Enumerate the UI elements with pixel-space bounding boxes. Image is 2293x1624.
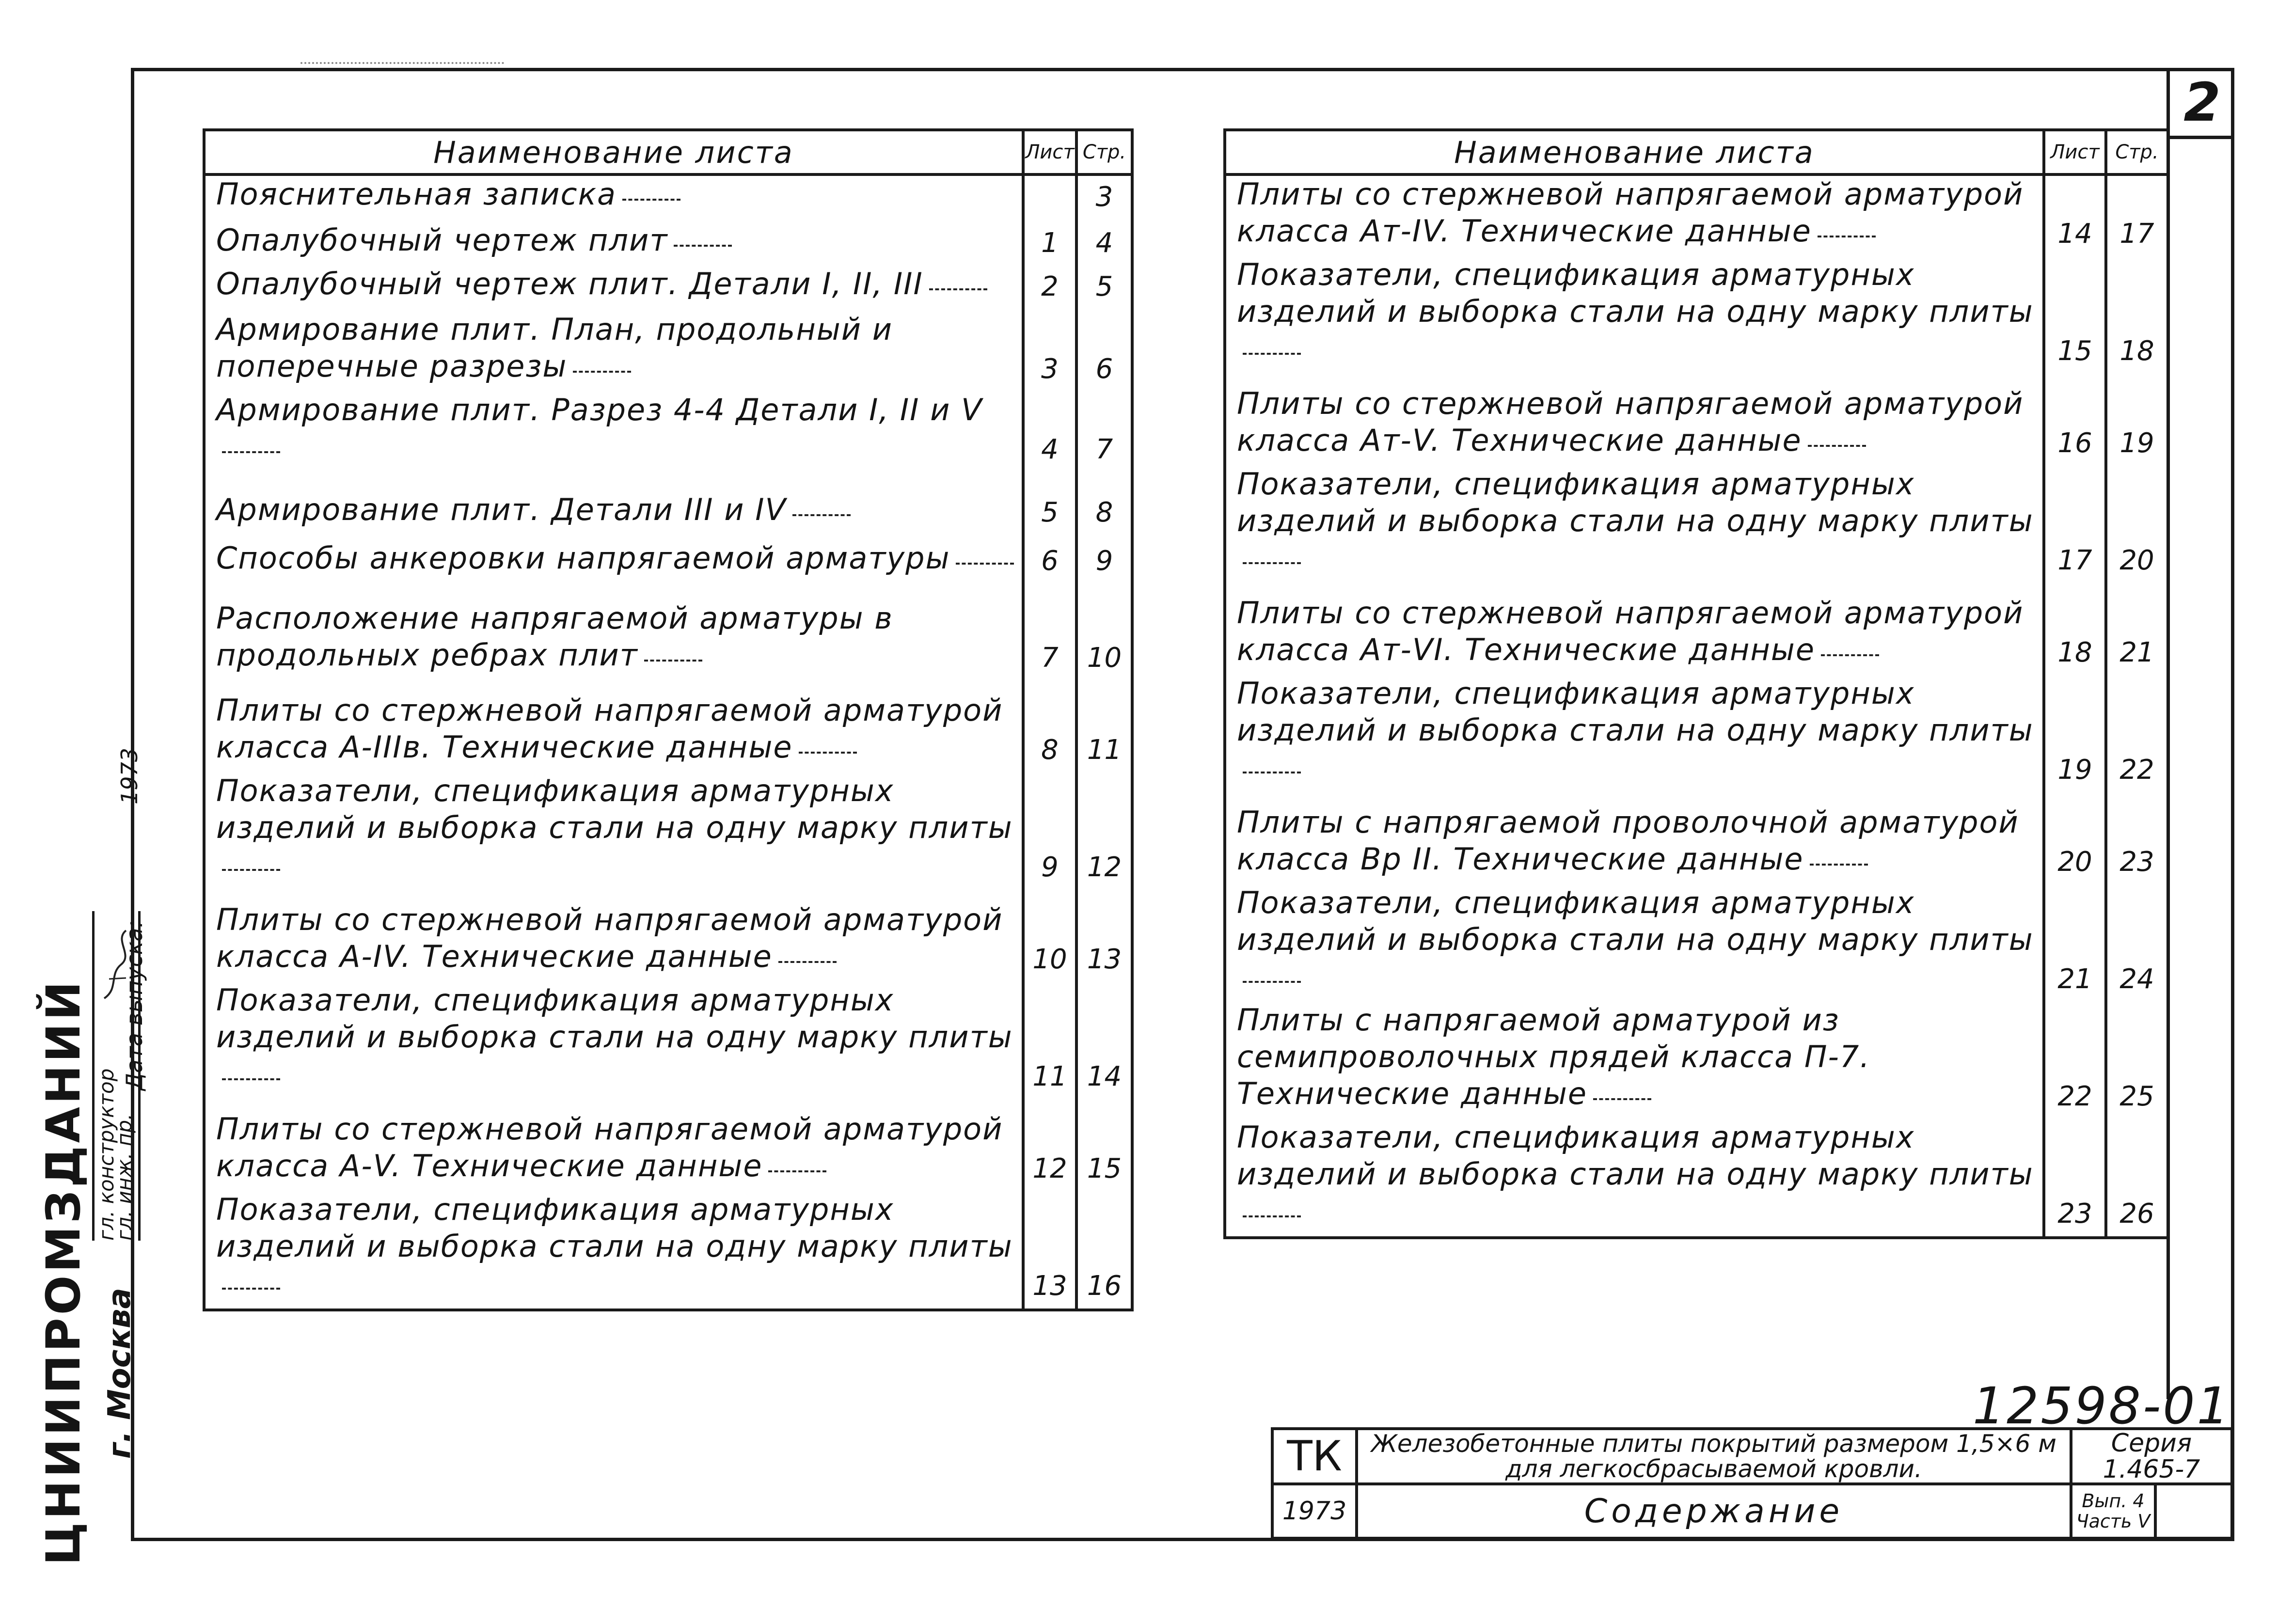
title-line-1: Железобетонные плиты покрытий размером 1,5×6 м: [1371, 1430, 2056, 1458]
table-row: [204, 220, 1132, 266]
sheet-title-cell: [1225, 884, 2044, 1002]
sheet-title-text: Плиты со стержневой напрягаемой арматурой класса Ат-VI. Технические данные: [1237, 595, 2024, 667]
year-cell: 1973: [1271, 1482, 1358, 1540]
sheet-title-cell: [204, 680, 1023, 773]
page-number-cell: 4: [1076, 220, 1132, 266]
table-row: [1225, 675, 2168, 792]
table-row: [204, 890, 1132, 982]
sheet-title-text: Плиты со стержневой напрягаемой арматурой класса Ат-IV. Технические данные: [1237, 176, 2024, 249]
sheet-title-cell: [1225, 1002, 2044, 1119]
sheet-title-text: Плиты со стержневой напрягаемой арматурой класса А-IV. Технические данные: [216, 902, 1003, 974]
title-line-2: для легкосбрасываемой кровли.: [1505, 1455, 1922, 1483]
page-number-cell: 9: [1076, 535, 1132, 583]
page-number-cell: 18: [2106, 256, 2168, 374]
sheet-title-text: Армирование плит. Разрез 4-4 Детали I, II и V: [216, 392, 983, 427]
table-row: [204, 535, 1132, 583]
sheet-number-cell: 4: [1023, 392, 1076, 472]
sheet-title-text: Пояснительная записка: [216, 176, 617, 212]
page-number-cell: 11: [1076, 680, 1132, 773]
sheet-number-cell: 17: [2044, 466, 2106, 583]
sheet-number-cell: 21: [2044, 884, 2106, 1002]
leader-dashes: [674, 245, 732, 247]
sheet-title-text: Показатели, спецификация арматурных изделий и выборка стали на одну марку плиты: [1237, 676, 2034, 748]
header-name: Наименование листа: [204, 130, 1023, 174]
header-sheet: Лист: [1023, 130, 1076, 174]
header-page: Стр.: [1076, 130, 1132, 174]
sheet-number: 2: [2166, 69, 2234, 139]
table-row: [1225, 374, 2168, 466]
issue-cell: [2070, 1482, 2157, 1540]
sheet-title-cell: [204, 1191, 1023, 1310]
leader-dashes: [778, 961, 837, 963]
sheet-title-cell: [204, 220, 1023, 266]
leader-dashes: [799, 752, 857, 754]
sheet-title-text: Плиты со стержневой напрягаемой арматурой класса А-V. Технические данные: [216, 1111, 1003, 1183]
sheet-number-cell: 18: [2044, 583, 2106, 675]
table-header: [204, 130, 1132, 174]
sheet-number-cell: 13: [1023, 1191, 1076, 1310]
leader-dashes: [1243, 353, 1301, 355]
sheet-title-cell: [1225, 466, 2044, 583]
leader-dashes: [222, 1288, 280, 1290]
signature-mark: [99, 921, 133, 1003]
sheet-number-cell: 9: [1023, 773, 1076, 890]
sheet-number-cell: 1: [1023, 220, 1076, 266]
page-number-cell: 17: [2106, 174, 2168, 256]
sheet-title-text: Показатели, спецификация арматурных изделий и выборка стали на одну марку плиты: [1237, 885, 2034, 957]
leader-dashes: [222, 869, 280, 871]
page-number-cell: 26: [2106, 1119, 2168, 1238]
table-row: [204, 1191, 1132, 1310]
sheet-title-cell: [204, 773, 1023, 890]
issue-date-label: Дата выпуска:: [121, 920, 147, 1090]
leader-dashes: [644, 660, 702, 662]
sheet-number-cell: 16: [2044, 374, 2106, 466]
page-number-cell: 3: [1076, 174, 1132, 220]
sheet-title-text: Плиты с напрягаемой проволочной арматурой класса Вр II. Технические данные: [1237, 804, 2019, 877]
sheet-title-cell: [1225, 583, 2044, 675]
sheet-number-cell: 19: [2044, 675, 2106, 792]
table-row: [204, 472, 1132, 535]
leader-dashes: [1818, 236, 1876, 237]
header-name: Наименование листа: [1225, 130, 2044, 174]
sheet-number-cell: 7: [1023, 583, 1076, 680]
page-number-cell: 13: [1076, 890, 1132, 982]
sheet-title-cell: [204, 890, 1023, 982]
sheet-title-cell: [204, 982, 1023, 1099]
sheet-title-cell: [204, 1099, 1023, 1191]
sheet-title-text: Показатели, спецификация арматурных изделий и выборка стали на одну марку плиты: [216, 773, 1013, 845]
page-number-cell: 25: [2106, 1002, 2168, 1119]
table-row: [204, 266, 1132, 309]
sheet-title-text: Плиты с напрягаемой арматурой из семипроволочных прядей класса П-7. Технические данные: [1237, 1002, 1870, 1111]
empty-cell: [2154, 1482, 2233, 1540]
leader-dashes: [573, 371, 631, 373]
title-block: [1271, 1427, 2233, 1540]
contents-table-right: [1223, 128, 2169, 1239]
page-number-cell: 21: [2106, 583, 2168, 675]
page-number-cell: 23: [2106, 792, 2168, 884]
page-number-cell: 5: [1076, 266, 1132, 309]
page-number-cell: 15: [1076, 1099, 1132, 1191]
sheet-title-text: Опалубочный чертеж плит: [216, 222, 668, 258]
sheet-title-cell: [1225, 792, 2044, 884]
leader-dashes: [1243, 1215, 1301, 1217]
page-number-cell: 19: [2106, 374, 2168, 466]
header-page: Стр.: [2106, 130, 2168, 174]
table-row: [1225, 466, 2168, 583]
table-row: [204, 583, 1132, 680]
table-row: [1225, 1002, 2168, 1119]
issue-number: Вып. 4: [2082, 1490, 2145, 1512]
sheet-title-text: Показатели, спецификация арматурных изделий и выборка стали на одну марку плиты: [1237, 257, 2034, 329]
table-row: [1225, 792, 2168, 884]
sheet-number-cell: 5: [1023, 472, 1076, 535]
sheet-number-cell: 2: [1023, 266, 1076, 309]
contents-table-left: [203, 128, 1134, 1311]
sheet-number-cell: 14: [2044, 174, 2106, 256]
leader-dashes: [222, 1078, 280, 1080]
sheet-title-cell: [1225, 174, 2044, 256]
series-value: 1.465-7: [2103, 1455, 2200, 1484]
table-row: [204, 309, 1132, 392]
sheet-title-cell: [204, 583, 1023, 680]
sheet-title-text: Плиты со стержневой напрягаемой арматурой класса А-IIIв. Технические данные: [216, 693, 1003, 765]
sheet-title-text: Показатели, спецификация арматурных изделий и выборка стали на одну марку плиты: [1237, 466, 2034, 538]
table-row: [204, 982, 1132, 1099]
scan-artifact: [300, 62, 504, 70]
sheet-title-text: Показатели, спецификация арматурных изделий и выборка стали на одну марку плиты: [1237, 1119, 2034, 1192]
leader-dashes: [956, 563, 1014, 565]
organization-name: ЦНИИПРОМЗДАНИЙ: [36, 978, 91, 1565]
table-header: [1225, 130, 2168, 174]
sheet-title-text: Плиты со стержневой напрягаемой арматурой класса Ат-V. Технические данные: [1237, 386, 2024, 458]
table-row: [1225, 583, 2168, 675]
page-number-cell: 7: [1076, 392, 1132, 472]
leader-dashes: [1243, 981, 1301, 983]
sheet-number-cell: 15: [2044, 256, 2106, 374]
sheet-title-text: Показатели, спецификация арматурных изделий и выборка стали на одну марку плиты: [216, 1192, 1013, 1264]
sheet-title-text: Армирование плит. Детали III и IV: [216, 492, 787, 527]
organization-city: г. Москва: [102, 1288, 138, 1459]
sheet-title-cell: [204, 309, 1023, 392]
leader-dashes: [1593, 1098, 1651, 1100]
sheet-title-text: Показатели, спецификация арматурных изделий и выборка стали на одну марку плиты: [216, 982, 1013, 1055]
leader-dashes: [1243, 772, 1301, 773]
page-number-cell: 12: [1076, 773, 1132, 890]
leader-dashes: [1808, 445, 1866, 447]
sheet-number-cell: 8: [1023, 680, 1076, 773]
page-number-cell: 8: [1076, 472, 1132, 535]
tk-mark: ТК: [1271, 1427, 1358, 1485]
leader-dashes: [768, 1170, 826, 1172]
sheet-number-cell: 20: [2044, 792, 2106, 884]
sheet-title-text: Опалубочный чертеж плит. Детали I, II, III: [216, 266, 923, 301]
leader-dashes: [222, 451, 280, 453]
leader-dashes: [1243, 562, 1301, 564]
page-number-cell: 10: [1076, 583, 1132, 680]
sheet-title-cell: [1225, 1119, 2044, 1238]
page-number-cell: 14: [1076, 982, 1132, 1099]
table-row: [1225, 256, 2168, 374]
header-sheet: Лист: [2044, 130, 2106, 174]
leader-dashes: [929, 288, 987, 290]
series-label: Серия: [2111, 1429, 2192, 1458]
sheet-number-cell: 10: [1023, 890, 1076, 982]
sheet-title-cell: [1225, 374, 2044, 466]
table-row: [1225, 884, 2168, 1002]
leader-dashes: [1821, 654, 1879, 656]
page-number-cell: 20: [2106, 466, 2168, 583]
series-cell: [2070, 1427, 2233, 1485]
sheet-number-cell: 6: [1023, 535, 1076, 583]
sheet-title: Содержание: [1355, 1482, 2072, 1540]
sheet-title-text: Способы анкеровки напрягаемой арматуры: [216, 540, 950, 576]
chief-engineer-label: гл. инж. пр.: [112, 1113, 136, 1241]
sheet-title-cell: [204, 174, 1023, 220]
sheet-number-cell: 12: [1023, 1099, 1076, 1191]
table-row: [1225, 1119, 2168, 1238]
page-number-cell: 24: [2106, 884, 2168, 1002]
leader-dashes: [792, 514, 851, 516]
page-number-cell: 6: [1076, 309, 1132, 392]
table-row: [204, 680, 1132, 773]
leader-dashes: [622, 199, 680, 201]
sheet-title-text: Армирование плит. План, продольный и поперечные разрезы: [216, 312, 893, 384]
sheet-title-cell: [204, 535, 1023, 583]
issue-year: 1973: [116, 747, 142, 804]
table-row: [1225, 174, 2168, 256]
sheet-title-cell: [1225, 256, 2044, 374]
table-row: [204, 174, 1132, 220]
sheet-title-text: Расположение напрягаемой арматуры в продольных ребрах плит: [216, 600, 893, 673]
document-title: [1355, 1427, 2072, 1485]
table-row: [204, 1099, 1132, 1191]
chief-designer-label: гл. конструктор: [95, 1068, 118, 1241]
sheet-title-cell: [204, 472, 1023, 535]
sheet-number-cell: [1023, 174, 1076, 220]
table-row: [204, 773, 1132, 890]
sheet-title-cell: [204, 266, 1023, 309]
page-number-cell: 16: [1076, 1191, 1132, 1310]
leader-dashes: [1810, 864, 1868, 866]
sheet-number-cell: 3: [1023, 309, 1076, 392]
sheet-number-cell: 22: [2044, 1002, 2106, 1119]
table-row: [204, 392, 1132, 472]
sheet-number-cell: 23: [2044, 1119, 2106, 1238]
sheet-title-cell: [1225, 675, 2044, 792]
page-number-cell: 22: [2106, 675, 2168, 792]
issue-part: Часть V: [2076, 1511, 2151, 1532]
sheet-title-cell: [204, 392, 1023, 472]
sheet-number-cell: 11: [1023, 982, 1076, 1099]
drawing-code: 12598-01: [1973, 1376, 2231, 1435]
